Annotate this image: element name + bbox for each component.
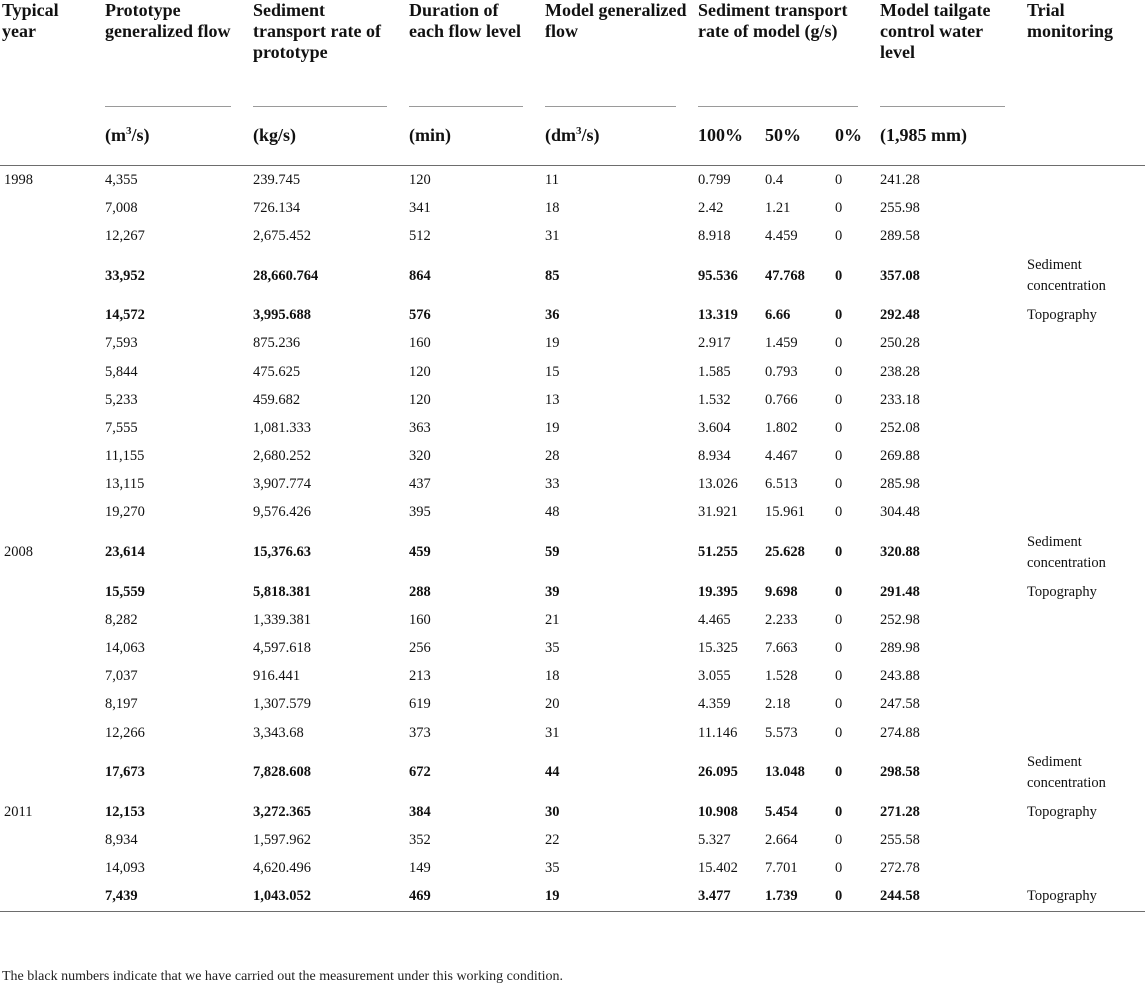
model-flow-cell: 15 [545, 363, 560, 380]
year-cell [0, 443, 103, 471]
model-flow-cell: 11 [545, 171, 559, 188]
table-row [0, 883, 1145, 912]
duration-cell: 160 [409, 611, 431, 628]
tailgate-level-cell: 255.58 [880, 831, 920, 848]
table-row [0, 302, 1145, 330]
sediment-prototype-cell: 1,597.962 [253, 831, 311, 848]
tailgate-level-cell: 291.48 [880, 583, 920, 600]
monitoring-cell [1025, 414, 1145, 442]
table-row [0, 798, 1145, 826]
sediment-prototype-cell: 9,576.426 [253, 504, 311, 521]
model-flow-cell: 19 [545, 335, 560, 352]
year-cell [0, 719, 103, 747]
monitoring-cell [1025, 443, 1145, 471]
prototype-flow-cell: 33,952 [105, 267, 145, 284]
sediment-prototype-cell: 875.236 [253, 335, 301, 352]
tailgate-level-cell: 357.08 [880, 267, 920, 284]
sediment-50-cell: 13.048 [765, 764, 805, 781]
sediment-100-cell: 8.934 [698, 448, 731, 465]
model-flow-cell: 33 [545, 476, 560, 493]
prototype-flow-cell: 5,844 [105, 363, 138, 380]
table-row [0, 527, 1145, 578]
year-cell [0, 302, 103, 330]
sediment-50-cell: 47.768 [765, 267, 805, 284]
unit-pct-0: 0% [833, 107, 878, 166]
model-flow-cell: 18 [545, 199, 560, 216]
monitoring-cell: Sediment concentration [1027, 533, 1106, 571]
sediment-100-cell: 1.585 [698, 363, 731, 380]
duration-cell: 160 [409, 335, 431, 352]
sediment-0-cell: 0 [835, 448, 843, 465]
header-model-flow: Model generalized flow [543, 0, 696, 107]
table-row [0, 634, 1145, 662]
tailgate-level-cell: 285.98 [880, 476, 920, 493]
table-body [0, 166, 1145, 912]
tailgate-level-cell: 241.28 [880, 171, 920, 188]
duration-cell: 672 [409, 764, 431, 781]
monitoring-cell [1025, 719, 1145, 747]
sediment-50-cell: 1.21 [765, 199, 791, 216]
year-cell [0, 471, 103, 499]
table-row [0, 443, 1145, 471]
model-flow-cell: 22 [545, 831, 560, 848]
sediment-100-cell: 51.255 [698, 544, 738, 561]
sediment-0-cell: 0 [835, 764, 843, 781]
sediment-50-cell: 1.459 [765, 335, 798, 352]
table-row [0, 166, 1145, 195]
sediment-100-cell: 2.917 [698, 335, 731, 352]
prototype-flow-cell: 14,572 [105, 307, 145, 324]
sediment-100-cell: 10.908 [698, 803, 738, 820]
monitoring-cell [1025, 855, 1145, 883]
prototype-flow-cell: 8,197 [105, 696, 138, 713]
year-cell: 2008 [4, 544, 33, 561]
model-flow-cell: 35 [545, 640, 560, 657]
year-cell [0, 634, 103, 662]
table-row [0, 663, 1145, 691]
tailgate-level-cell: 250.28 [880, 335, 920, 352]
model-flow-cell: 21 [545, 611, 560, 628]
sediment-0-cell: 0 [835, 696, 843, 713]
monitoring-cell [1025, 499, 1145, 527]
duration-cell: 352 [409, 831, 431, 848]
sediment-50-cell: 7.663 [765, 640, 798, 657]
sediment-prototype-cell: 3,343.68 [253, 724, 304, 741]
header-prototype-flow: Prototype generalized flow [103, 0, 251, 107]
sediment-100-cell: 4.359 [698, 696, 731, 713]
prototype-flow-cell: 17,673 [105, 764, 145, 781]
tailgate-level-cell: 252.98 [880, 611, 920, 628]
sediment-0-cell: 0 [835, 419, 843, 436]
table-row [0, 747, 1145, 798]
monitoring-cell [1025, 194, 1145, 222]
sediment-100-cell: 13.319 [698, 307, 738, 324]
duration-cell: 384 [409, 803, 431, 820]
monitoring-cell [1025, 826, 1145, 854]
prototype-flow-cell: 11,155 [105, 448, 145, 465]
duration-cell: 288 [409, 583, 431, 600]
sediment-100-cell: 26.095 [698, 764, 738, 781]
duration-cell: 395 [409, 504, 431, 521]
prototype-flow-cell: 7,593 [105, 335, 138, 352]
year-cell [0, 386, 103, 414]
tailgate-level-cell: 269.88 [880, 448, 920, 465]
sediment-prototype-cell: 475.625 [253, 363, 301, 380]
sediment-100-cell: 31.921 [698, 504, 738, 521]
duration-cell: 120 [409, 391, 431, 408]
tailgate-level-cell: 244.58 [878, 883, 1025, 912]
tailgate-level-cell: 271.28 [880, 803, 920, 820]
sediment-prototype-cell: 5,818.381 [253, 583, 311, 600]
tailgate-level-cell: 238.28 [880, 363, 920, 380]
prototype-flow-cell: 4,355 [105, 171, 138, 188]
duration-cell: 373 [409, 724, 431, 741]
prototype-flow-cell: 13,115 [105, 476, 145, 493]
table-row [0, 330, 1145, 358]
sediment-100-cell: 8.918 [698, 227, 731, 244]
unit-model-flow: $(dm^3/s)$ [543, 107, 696, 166]
prototype-flow-cell: 7,008 [105, 199, 138, 216]
sediment-prototype-cell: 2,675.452 [253, 227, 311, 244]
sediment-0-cell: 0 [835, 860, 843, 877]
monitoring-cell [1025, 471, 1145, 499]
tailgate-level-cell: 292.48 [880, 307, 920, 324]
sediment-prototype-cell: 7,828.608 [253, 764, 311, 781]
sediment-prototype-cell: 2,680.252 [253, 448, 311, 465]
sediment-0-cell: 0 [833, 883, 878, 912]
tailgate-level-cell: 255.98 [880, 199, 920, 216]
sediment-100-cell: 0.799 [698, 171, 731, 188]
monitoring-cell [1025, 330, 1145, 358]
prototype-flow-cell: 14,093 [105, 860, 145, 877]
sediment-0-cell: 0 [835, 668, 843, 685]
tailgate-level-cell: 233.18 [880, 391, 920, 408]
sediment-0-cell: 0 [835, 476, 843, 493]
year-cell [0, 578, 103, 606]
table-row [0, 386, 1145, 414]
duration-cell: 320 [409, 448, 431, 465]
sediment-100-cell: 3.604 [698, 419, 731, 436]
table-row [0, 471, 1145, 499]
tailgate-level-cell: 247.58 [880, 696, 920, 713]
model-flow-cell: 28 [545, 448, 560, 465]
monitoring-cell: Sediment concentration [1027, 753, 1106, 791]
table-row [0, 194, 1145, 222]
year-cell [0, 358, 103, 386]
sediment-prototype-cell: 1,339.381 [253, 611, 311, 628]
table-row [0, 414, 1145, 442]
sediment-50-cell: 5.573 [765, 724, 798, 741]
sediment-100-cell: 13.026 [698, 476, 738, 493]
sediment-50-cell: 2.233 [765, 611, 798, 628]
prototype-flow-cell: 8,934 [105, 831, 138, 848]
monitoring-cell [1025, 166, 1145, 195]
sediment-prototype-cell: 1,081.333 [253, 419, 311, 436]
sediment-100-cell: 2.42 [698, 199, 724, 216]
prototype-flow-cell: 12,267 [105, 227, 145, 244]
model-flow-cell: 30 [545, 803, 560, 820]
sediment-50-cell: 9.698 [765, 583, 798, 600]
prototype-flow-cell: 23,614 [105, 544, 145, 561]
model-flow-cell: 31 [545, 724, 560, 741]
sediment-0-cell: 0 [835, 544, 843, 561]
sediment-50-cell: 4.467 [765, 448, 798, 465]
year-cell [0, 663, 103, 691]
monitoring-cell [1025, 386, 1145, 414]
model-flow-cell: 85 [545, 267, 560, 284]
unit-prototype-flow: $(m^3/s)$ [103, 107, 251, 166]
sediment-prototype-cell: 4,620.496 [253, 860, 311, 877]
year-cell [0, 222, 103, 250]
sediment-prototype-cell: 3,272.365 [253, 803, 311, 820]
sediment-50-cell: 0.4 [765, 171, 784, 188]
duration-cell: 469 [407, 883, 543, 912]
sediment-50-cell: 1.739 [763, 883, 833, 912]
duration-cell: 864 [409, 267, 431, 284]
tailgate-level-cell: 320.88 [880, 544, 920, 561]
model-flow-cell: 48 [545, 504, 560, 521]
duration-cell: 120 [409, 171, 431, 188]
year-cell [0, 826, 103, 854]
monitoring-cell: Topography [1025, 883, 1145, 912]
tailgate-level-cell: 304.48 [880, 504, 920, 521]
sediment-50-cell: 0.793 [765, 363, 798, 380]
sediment-50-cell: 6.513 [765, 476, 798, 493]
monitoring-cell: Topography [1027, 307, 1097, 324]
table-row [0, 855, 1145, 883]
sediment-0-cell: 0 [835, 363, 843, 380]
year-cell [0, 691, 103, 719]
model-flow-cell: 44 [545, 764, 560, 781]
table-row [0, 719, 1145, 747]
sediment-100-cell: 19.395 [698, 583, 738, 600]
sediment-50-cell: 4.459 [765, 227, 798, 244]
year-cell [0, 883, 103, 912]
sediment-50-cell: 2.18 [765, 696, 791, 713]
sediment-0-cell: 0 [835, 307, 843, 324]
monitoring-cell [1025, 634, 1145, 662]
sediment-50-cell: 6.66 [765, 307, 791, 324]
sediment-100-cell: 11.146 [698, 724, 738, 741]
tailgate-level-cell: 243.88 [880, 668, 920, 685]
monitoring-cell [1025, 691, 1145, 719]
table-row [0, 222, 1145, 250]
monitoring-cell: Sediment concentration [1027, 257, 1106, 295]
year-cell [0, 855, 103, 883]
sediment-0-cell: 0 [835, 583, 843, 600]
sediment-50-cell: 7.701 [765, 860, 798, 877]
year-cell [0, 330, 103, 358]
prototype-flow-cell: 7,439 [103, 883, 251, 912]
table-row [0, 358, 1145, 386]
table-footnote: The black numbers indicate that we have carried out the measurement under this working condition. [2, 969, 563, 984]
sediment-50-cell: 1.802 [765, 419, 798, 436]
model-flow-cell: 20 [545, 696, 560, 713]
duration-cell: 213 [409, 668, 431, 685]
header-sediment-prototype: Sediment transport rate of prototype [251, 0, 407, 107]
prototype-flow-cell: 5,233 [105, 391, 138, 408]
sediment-0-cell: 0 [835, 391, 843, 408]
tailgate-level-cell: 298.58 [880, 764, 920, 781]
duration-cell: 363 [409, 419, 431, 436]
model-flow-cell: 13 [545, 391, 560, 408]
tailgate-level-cell: 272.78 [880, 860, 920, 877]
sediment-prototype-cell: 726.134 [253, 199, 301, 216]
monitoring-cell [1025, 606, 1145, 634]
sediment-prototype-cell: 916.441 [253, 668, 301, 685]
header-duration: Duration of each flow level [407, 0, 543, 107]
sediment-prototype-cell: 1,043.052 [251, 883, 407, 912]
prototype-flow-cell: 7,555 [105, 419, 138, 436]
duration-cell: 619 [409, 696, 431, 713]
unit-duration: (min) [407, 107, 543, 166]
duration-cell: 459 [409, 544, 431, 561]
sediment-100-cell: 15.402 [698, 860, 738, 877]
sediment-0-cell: 0 [835, 199, 843, 216]
unit-pct-50: 50% [763, 107, 833, 166]
sediment-50-cell: 25.628 [765, 544, 805, 561]
sediment-0-cell: 0 [835, 611, 843, 628]
duration-cell: 576 [409, 307, 431, 324]
header-trial-monitoring: Trial monitoring [1025, 0, 1145, 166]
sediment-prototype-cell: 28,660.764 [253, 267, 319, 284]
tailgate-level-cell: 252.08 [880, 419, 920, 436]
monitoring-cell [1025, 358, 1145, 386]
year-cell: 1998 [4, 171, 33, 188]
sediment-prototype-cell: 3,995.688 [253, 307, 311, 324]
year-cell [0, 499, 103, 527]
unit-sediment-prototype: (kg/s) [251, 107, 407, 166]
prototype-flow-cell: 7,037 [105, 668, 138, 685]
table-row [0, 606, 1145, 634]
duration-cell: 341 [409, 199, 431, 216]
tailgate-level-cell: 289.58 [880, 227, 920, 244]
year-cell [0, 194, 103, 222]
sediment-0-cell: 0 [835, 335, 843, 352]
sediment-100-cell: 4.465 [698, 611, 731, 628]
prototype-flow-cell: 15,559 [105, 583, 145, 600]
tailgate-level-cell: 274.88 [880, 724, 920, 741]
year-cell [0, 747, 103, 798]
year-cell: 2011 [4, 803, 33, 820]
sediment-50-cell: 5.454 [765, 803, 798, 820]
model-flow-cell: 36 [545, 307, 560, 324]
duration-cell: 256 [409, 640, 431, 657]
monitoring-cell: Topography [1027, 803, 1097, 820]
sediment-100-cell: 15.325 [698, 640, 738, 657]
sediment-50-cell: 1.528 [765, 668, 798, 685]
unit-tailgate: (1,985 mm) [878, 107, 1025, 166]
model-flow-cell: 18 [545, 668, 560, 685]
table-row [0, 826, 1145, 854]
duration-cell: 437 [409, 476, 431, 493]
sediment-prototype-cell: 239.745 [253, 171, 301, 188]
duration-cell: 149 [409, 860, 431, 877]
duration-cell: 512 [409, 227, 431, 244]
year-cell [0, 606, 103, 634]
table-row [0, 251, 1145, 302]
sediment-100-cell: 1.532 [698, 391, 731, 408]
sediment-100-cell: 95.536 [698, 267, 738, 284]
sediment-0-cell: 0 [835, 803, 843, 820]
prototype-flow-cell: 19,270 [105, 504, 145, 521]
sediment-0-cell: 0 [835, 227, 843, 244]
header-typical-year: Typical year [0, 0, 103, 166]
table-row [0, 578, 1145, 606]
monitoring-cell [1025, 222, 1145, 250]
model-flow-cell: 19 [545, 419, 560, 436]
sediment-0-cell: 0 [835, 267, 843, 284]
sediment-0-cell: 0 [835, 640, 843, 657]
sediment-prototype-cell: 4,597.618 [253, 640, 311, 657]
sediment-0-cell: 0 [835, 724, 843, 741]
table-row [0, 691, 1145, 719]
table-row [0, 499, 1145, 527]
sediment-prototype-cell: 15,376.63 [253, 544, 311, 561]
monitoring-cell [1025, 663, 1145, 691]
sediment-50-cell: 15.961 [765, 504, 805, 521]
prototype-flow-cell: 14,063 [105, 640, 145, 657]
duration-cell: 120 [409, 363, 431, 380]
sediment-0-cell: 0 [835, 171, 843, 188]
prototype-flow-cell: 12,153 [105, 803, 145, 820]
monitoring-cell: Topography [1027, 583, 1097, 600]
sediment-100-cell: 3.477 [696, 883, 763, 912]
model-flow-cell: 39 [545, 583, 560, 600]
prototype-flow-cell: 12,266 [105, 724, 145, 741]
table-header [0, 0, 1145, 166]
header-sediment-model: Sediment transport rate of model (g/s) [696, 0, 878, 107]
sediment-100-cell: 3.055 [698, 668, 731, 685]
model-flow-cell: 31 [545, 227, 560, 244]
model-flow-cell: 59 [545, 544, 560, 561]
sediment-prototype-cell: 459.682 [253, 391, 301, 408]
sediment-prototype-cell: 1,307.579 [253, 696, 311, 713]
prototype-flow-cell: 8,282 [105, 611, 138, 628]
unit-pct-100: 100% [696, 107, 763, 166]
sediment-0-cell: 0 [835, 831, 843, 848]
header-tailgate: Model tailgate control water level [878, 0, 1025, 107]
sediment-100-cell: 5.327 [698, 831, 731, 848]
tailgate-level-cell: 289.98 [880, 640, 920, 657]
sediment-0-cell: 0 [835, 504, 843, 521]
sediment-50-cell: 0.766 [765, 391, 798, 408]
model-flow-cell: 19 [543, 883, 696, 912]
model-flow-cell: 35 [545, 860, 560, 877]
year-cell [0, 414, 103, 442]
sediment-prototype-cell: 3,907.774 [253, 476, 311, 493]
sediment-50-cell: 2.664 [765, 831, 798, 848]
year-cell [0, 251, 103, 302]
